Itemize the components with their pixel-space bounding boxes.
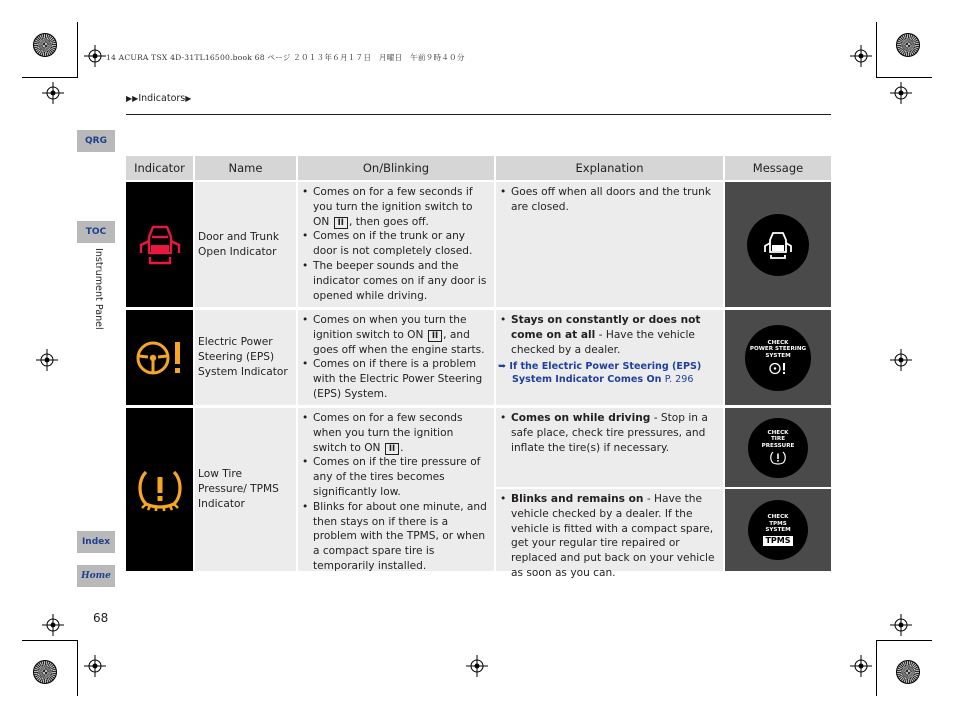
list-item: • Blinks and remains on - Have the vehicle checked by a dealer. If the vehicle is fitted with a compact spare, get your regular tire repaired or replaced and put back on your vehicle as soon as you can. xyxy=(511,492,719,581)
tpms-explanation-on xyxy=(496,408,723,487)
header-rule xyxy=(126,114,831,115)
message-line: SYSTEM xyxy=(765,352,791,359)
door-trunk-explanation xyxy=(496,182,723,307)
tpms-explanation-blinks xyxy=(496,489,723,579)
color-dial-icon xyxy=(33,660,57,684)
tpms-badge: TPMS xyxy=(765,535,791,545)
tpms-on-blinking xyxy=(298,408,494,571)
door-open-message-display xyxy=(747,214,809,276)
eps-explanation xyxy=(496,310,723,405)
registration-mark-icon xyxy=(84,655,106,677)
list-item: • Stays on constantly or does not come on at all - Have the vehicle checked by a dealer. xyxy=(511,313,719,357)
tpms-system-message-display xyxy=(748,500,808,560)
breadcrumb-arrow-icon: ▶▶ xyxy=(126,94,139,103)
eps-name: Electric Power Steering (EPS) System Indicator xyxy=(195,310,296,405)
list-item: • Comes on if the trunk or any door is not completely closed. xyxy=(313,229,490,259)
section-label: Instrument Panel xyxy=(93,248,104,330)
tpms-name: Low Tire Pressure/ TPMS Indicator xyxy=(195,408,296,571)
page-number: 68 xyxy=(93,611,109,625)
eps-message-cell xyxy=(725,310,831,405)
registration-mark-icon xyxy=(890,349,912,371)
color-dial-icon xyxy=(896,33,920,57)
registration-mark-icon xyxy=(890,614,912,636)
index-button[interactable]: Index xyxy=(77,531,115,553)
list-item: • Blinks for about one minute, and then stays on if there is a problem with the TPMS, or when a compact spare tire is temporarily installed. xyxy=(313,500,490,574)
list-item: • Comes on for a few seconds if you turn the ignition switch to ON II , then goes off. xyxy=(313,185,490,229)
door-trunk-on-blinking xyxy=(298,182,494,307)
message-line: CHECK xyxy=(767,429,789,436)
header-on-blinking: On/Blinking xyxy=(298,156,494,180)
tpms-indicator-cell xyxy=(126,408,193,571)
door-trunk-name: Door and Trunk Open Indicator xyxy=(195,182,296,307)
breadcrumb-label: Indicators xyxy=(138,93,186,104)
registration-mark-icon xyxy=(36,349,58,371)
header-indicator: Indicator xyxy=(126,156,193,180)
message-line: TIRE xyxy=(770,436,786,443)
power-steering-warning-icon xyxy=(768,362,788,375)
breadcrumb[interactable] xyxy=(126,93,191,104)
message-line: SYSTEM xyxy=(765,527,791,534)
list-item: • The beeper sounds and the indicator comes on if any door is opened while driving. xyxy=(313,259,490,303)
home-button[interactable]: Home xyxy=(77,565,115,587)
list-item: • Comes on for a few seconds when you turn the ignition switch to ON II . xyxy=(313,411,490,455)
registration-mark-icon xyxy=(850,45,872,67)
door-open-icon xyxy=(764,230,792,260)
header-explanation: Explanation xyxy=(496,156,723,180)
door-trunk-message-cell xyxy=(725,182,831,307)
registration-mark-icon xyxy=(466,655,488,677)
eps-on-blinking xyxy=(298,310,494,405)
message-line: CHECK xyxy=(767,514,789,521)
door-open-icon xyxy=(138,223,182,267)
list-item: • Comes on when you turn the ignition switch to ON II , and goes off when the engine starts. xyxy=(313,313,490,357)
reference-arrow-icon: ➥ xyxy=(498,361,507,373)
tpms-message-cell-a xyxy=(725,408,831,487)
tpms-message-cell-b xyxy=(725,489,831,571)
eps-indicator-cell xyxy=(126,310,193,405)
color-dial-icon xyxy=(33,33,57,57)
registration-mark-icon xyxy=(890,82,912,104)
qrg-button[interactable]: QRG xyxy=(77,130,115,152)
message-line: CHECK xyxy=(767,339,789,346)
eps-message-display xyxy=(745,325,811,391)
list-item: • Comes on while driving - Stop in a safe place, check tire pressures, and inflate the tire(s) if necessary. xyxy=(511,411,719,455)
message-line: TPMS xyxy=(769,520,787,527)
print-header: 14 ACURA TSX 4D-31TL16500.book 68 ページ ２０１３年６月１７日 月曜日 午前９時４０分 xyxy=(106,53,465,62)
color-dial-icon xyxy=(896,660,920,684)
message-line: POWER STEERING xyxy=(749,346,807,353)
registration-mark-icon xyxy=(42,82,64,104)
registration-mark-icon xyxy=(84,45,106,67)
low-tire-pressure-icon xyxy=(770,451,786,465)
registration-mark-icon xyxy=(850,655,872,677)
message-line: PRESSURE xyxy=(761,442,795,449)
door-trunk-indicator-cell xyxy=(126,182,193,307)
header-name: Name xyxy=(195,156,296,180)
list-item: • Goes off when all doors and the trunk are closed. xyxy=(511,185,719,215)
list-item: • Comes on if the tire pressure of any of the tires becomes significantly low. xyxy=(313,455,490,499)
low-tire-pressure-icon xyxy=(136,468,184,512)
eps-reference-link[interactable]: ➥ If the Electric Power Steering (EPS) System Indicator Comes On P. 296 xyxy=(498,361,702,386)
registration-mark-icon xyxy=(42,614,64,636)
header-message: Message xyxy=(725,156,831,180)
list-item: • Comes on if there is a problem with the Electric Power Steering (EPS) System. xyxy=(313,357,490,401)
breadcrumb-arrow-icon: ▶ xyxy=(185,94,192,103)
tire-pressure-message-display xyxy=(748,418,808,478)
toc-button[interactable]: TOC xyxy=(77,221,115,243)
power-steering-warning-icon xyxy=(134,338,186,378)
